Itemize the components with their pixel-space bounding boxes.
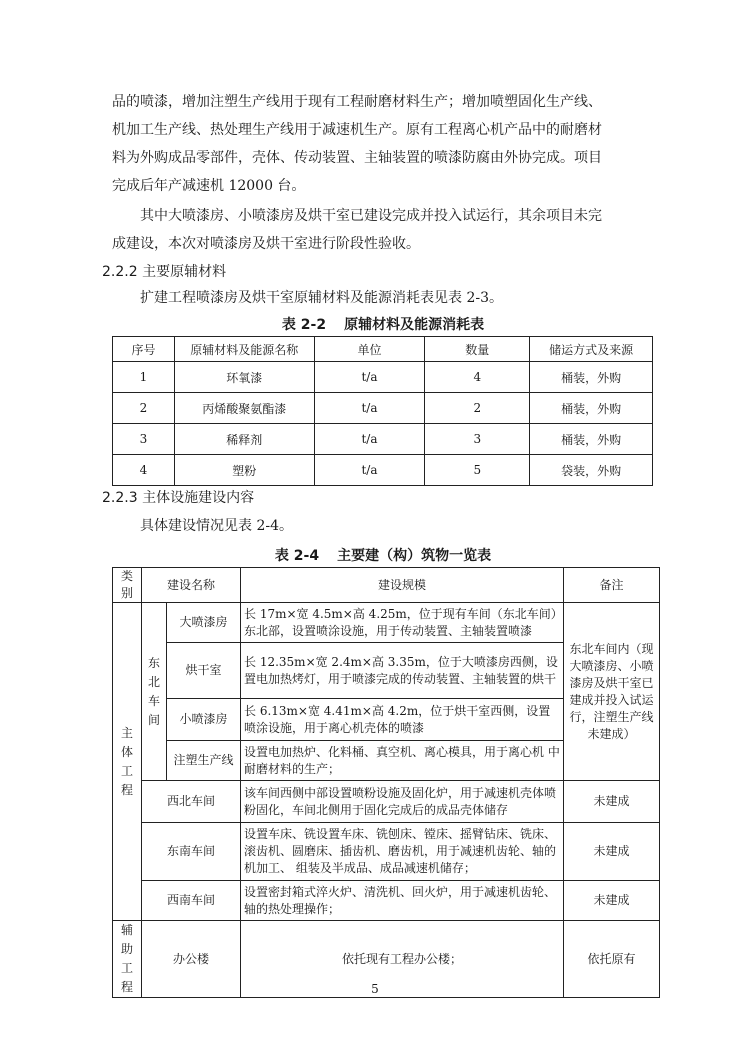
materials-table bbox=[112, 336, 653, 486]
col-header: 建设规模 bbox=[241, 568, 564, 603]
table-row bbox=[113, 781, 660, 823]
intro-paragraph bbox=[112, 88, 652, 200]
building-note: 依托原有 bbox=[564, 921, 660, 998]
table-22-caption-no: 表 2-2 bbox=[281, 317, 327, 333]
cell: 3 bbox=[425, 424, 530, 455]
col-header: 类别 bbox=[113, 568, 142, 603]
page-number: 5 bbox=[371, 982, 379, 996]
cell: t/a bbox=[314, 424, 425, 455]
table-22-caption-title: 原辅材料及能源消耗表 bbox=[344, 317, 485, 333]
building-name: 东南车间 bbox=[142, 823, 241, 881]
col-header: 储运方式及来源 bbox=[530, 337, 653, 362]
cell: 塑粉 bbox=[174, 455, 314, 486]
building-name: 大喷漆房 bbox=[167, 603, 241, 643]
cell: 1 bbox=[113, 362, 175, 393]
cell: 环氧漆 bbox=[174, 362, 314, 393]
cell: 桶装，外购 bbox=[530, 424, 653, 455]
category-main: 主体工程 bbox=[113, 603, 142, 921]
buildings-table bbox=[112, 567, 660, 998]
building-desc: 该车间西侧中部设置喷粉设施及固化炉，用于减速机壳体喷粉固化，车间北侧用于固化完成后的成品壳体储存 bbox=[241, 781, 564, 823]
table-row bbox=[113, 881, 660, 921]
intro-line: 完成后年产减速机 12000 台。 bbox=[112, 178, 306, 194]
building-desc: 依托现有工程办公楼； bbox=[241, 921, 564, 998]
table-row bbox=[113, 362, 653, 393]
workshop-ne: 东北车间 bbox=[142, 603, 167, 781]
cell: 桶装，外购 bbox=[530, 362, 653, 393]
building-name: 小喷漆房 bbox=[167, 699, 241, 741]
col-header: 单位 bbox=[314, 337, 425, 362]
status-line: 其中大喷漆房、小喷漆房及烘干室已建设完成并投入试运行，其余项目未完 bbox=[140, 208, 602, 224]
section-heading-222: 2.2.2 主要原辅材料 bbox=[102, 264, 227, 280]
cell: 2 bbox=[425, 393, 530, 424]
cell: 5 bbox=[425, 455, 530, 486]
building-desc: 长 17m×宽 4.5m×高 4.25m，位于现有车间（东北车间）东北部，设置喷涂设施，用于传动装置、主轴装置喷漆 bbox=[241, 603, 564, 643]
col-header: 原辅材料及能源名称 bbox=[174, 337, 314, 362]
table-row bbox=[113, 823, 660, 881]
cell: 袋装，外购 bbox=[530, 455, 653, 486]
col-header: 序号 bbox=[113, 337, 175, 362]
col-header: 建设名称 bbox=[142, 568, 241, 603]
table-row bbox=[113, 424, 653, 455]
building-note: 未建成 bbox=[564, 881, 660, 921]
building-desc: 设置车床、铣设置车床、铣刨床、镗床、摇臂钻床、铣床、滚齿机、圆磨床、插齿机、磨齿机，用于减速机齿轮、轴的机加工、 组装及半成品、成品减速机储存； bbox=[241, 823, 564, 881]
cell: t/a bbox=[314, 455, 425, 486]
cell: 3 bbox=[113, 424, 175, 455]
table-24-caption-no: 表 2-4 bbox=[274, 548, 320, 564]
table-row bbox=[113, 393, 653, 424]
cell: 4 bbox=[425, 362, 530, 393]
building-note: 未建成 bbox=[564, 781, 660, 823]
table-header-row bbox=[113, 568, 660, 603]
cell: 2 bbox=[113, 393, 175, 424]
building-desc: 长 12.35m×宽 2.4m×高 3.35m，位于大喷漆房西侧，设置电加热烤灯，用于喷漆完成的传动装置、主轴装置的烘干 bbox=[241, 643, 564, 699]
building-name: 注塑生产线 bbox=[167, 741, 241, 781]
building-note: 东北车间内（现大喷漆房、小喷漆房及烘干室已建成并投入试运行，注塑生产线未建成） bbox=[564, 603, 660, 781]
building-name: 西南车间 bbox=[142, 881, 241, 921]
building-desc: 设置密封箱式淬火炉、清洗机、回火炉，用于减速机齿轮、 轴的热处理操作； bbox=[241, 881, 564, 921]
cell: 桶装，外购 bbox=[530, 393, 653, 424]
status-line: 成建设，本次对喷漆房及烘干室进行阶段性验收。 bbox=[112, 236, 420, 252]
building-name: 办公楼 bbox=[142, 921, 241, 998]
table-row bbox=[113, 603, 660, 643]
table-22-caption bbox=[108, 314, 658, 334]
cell: 丙烯酸聚氨酯漆 bbox=[174, 393, 314, 424]
building-note: 未建成 bbox=[564, 823, 660, 881]
table-24-caption bbox=[108, 545, 658, 565]
building-name: 烘干室 bbox=[167, 643, 241, 699]
building-desc: 长 6.13m×宽 4.41m×高 4.2m，位于烘干室西侧，设置喷涂设施，用于离心机壳体的喷漆 bbox=[241, 699, 564, 741]
intro-line: 料为外购成品零部件，壳体、传动装置、主轴装置的喷漆防腐由外协完成。项目 bbox=[112, 150, 602, 166]
col-header: 数量 bbox=[425, 337, 530, 362]
intro-line: 品的喷漆，增加注塑生产线用于现有工程耐磨材料生产；增加喷塑固化生产线、 bbox=[112, 94, 602, 110]
building-name: 西北车间 bbox=[142, 781, 241, 823]
table-24-caption-title: 主要建（构）筑物一览表 bbox=[337, 548, 492, 564]
section-222-text: 扩建工程喷漆房及烘干室原辅材料及能源消耗表见表 2-3。 bbox=[140, 290, 503, 306]
category-aux: 辅助工程 bbox=[113, 921, 142, 998]
table-row bbox=[113, 455, 653, 486]
intro-line: 机加工生产线、热处理生产线用于减速机生产。原有工程离心机产品中的耐磨材 bbox=[112, 122, 602, 138]
cell: 4 bbox=[113, 455, 175, 486]
cell: t/a bbox=[314, 362, 425, 393]
section-heading-223: 2.2.3 主体设施建设内容 bbox=[102, 490, 255, 506]
cell: t/a bbox=[314, 393, 425, 424]
cell: 稀释剂 bbox=[174, 424, 314, 455]
table-header-row bbox=[113, 337, 653, 362]
col-header: 备注 bbox=[564, 568, 660, 603]
building-desc: 设置电加热炉、化料桶、真空机、离心模具，用于离心机 中耐磨材料的生产； bbox=[241, 741, 564, 781]
status-paragraph bbox=[112, 202, 652, 258]
section-223-text: 具体建设情况见表 2-4。 bbox=[140, 518, 293, 534]
